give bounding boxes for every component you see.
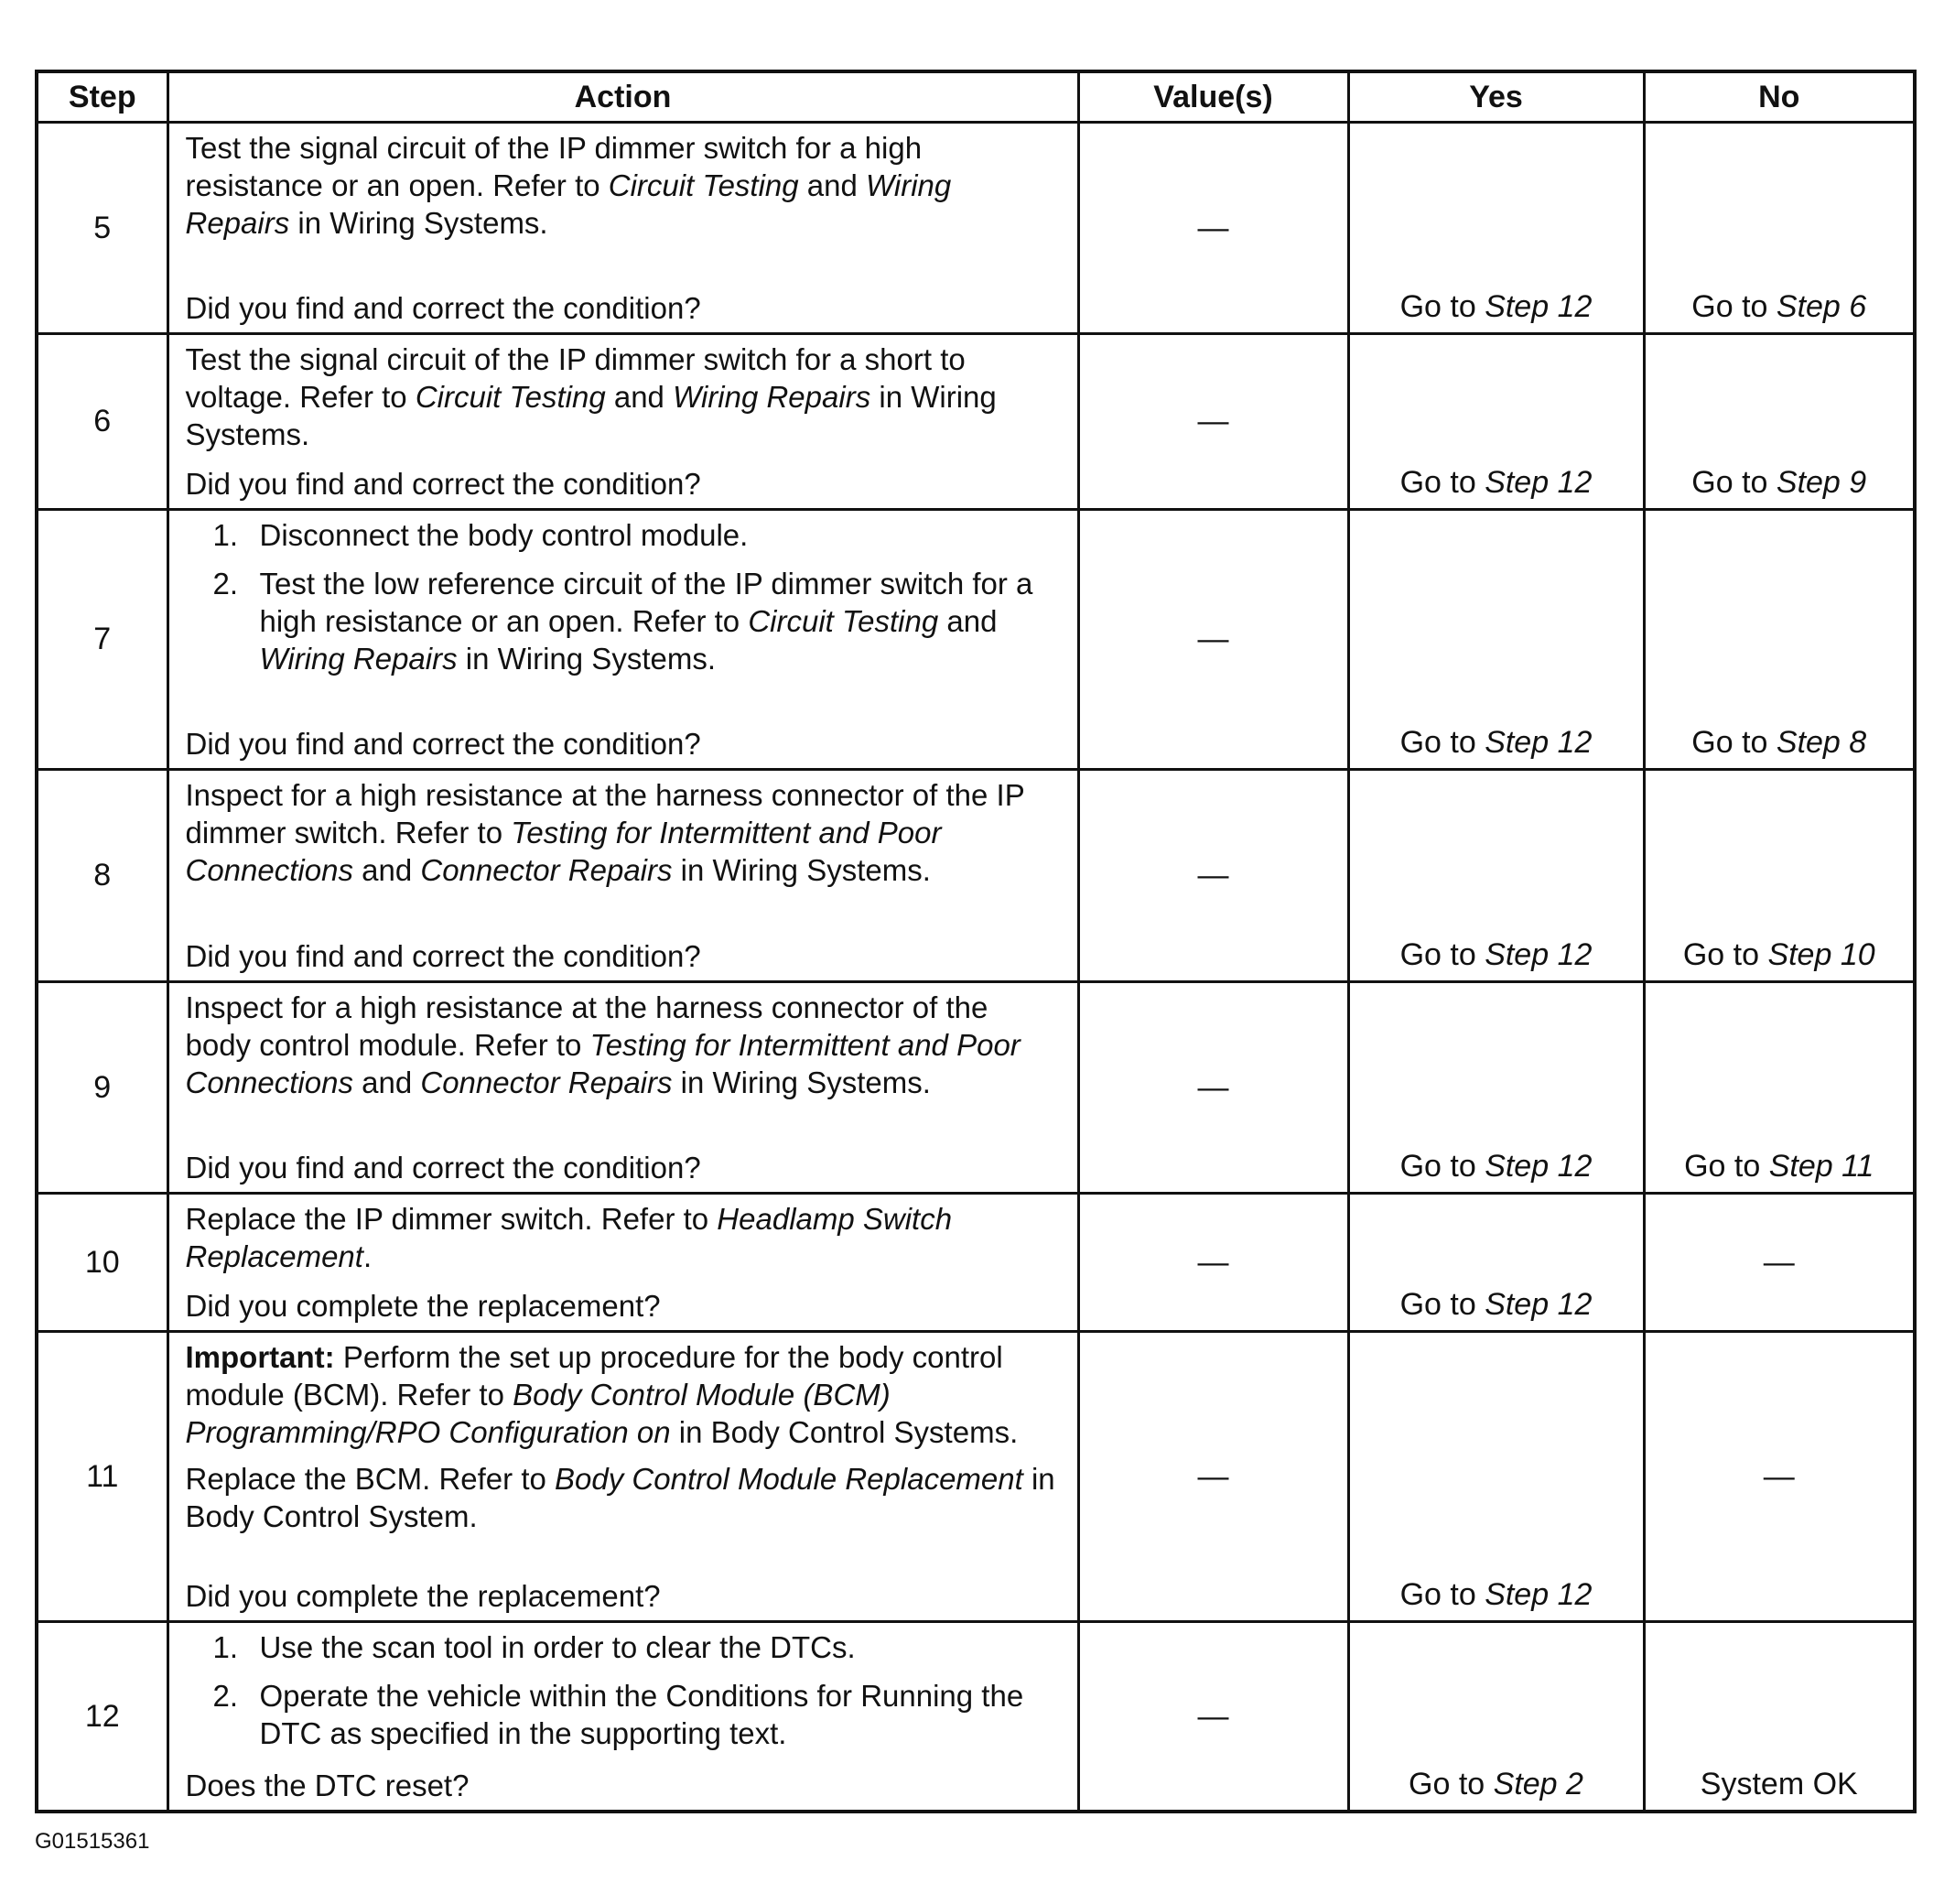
substep-item: 2. Test the low reference circuit of the IP dimmer switch for a high resistance or an open. Refer to Circuit Testing and Wiring Repairs in Wiring Systems. bbox=[212, 567, 1033, 676]
value-cell: — bbox=[1078, 770, 1348, 982]
header-action: Action bbox=[167, 71, 1078, 123]
step-number: 10 bbox=[37, 1194, 167, 1332]
header-no: No bbox=[1644, 71, 1915, 123]
substep-list bbox=[186, 1628, 1061, 1763]
action-question: Did you find and correct the condition? bbox=[185, 467, 701, 501]
action-text: Replace the BCM. Refer to Body Control Module Replacement in Body Control System. bbox=[185, 1462, 1055, 1533]
no-cell: — bbox=[1644, 1332, 1915, 1622]
value-cell: — bbox=[1078, 334, 1348, 510]
important-label: Important: bbox=[185, 1340, 335, 1374]
action-cell bbox=[167, 1194, 1078, 1332]
action-question: Does the DTC reset? bbox=[185, 1769, 470, 1802]
table-row bbox=[37, 123, 1915, 334]
figure-id: G01515361 bbox=[35, 1829, 150, 1854]
no-cell: System OK bbox=[1644, 1622, 1915, 1812]
header-row bbox=[37, 71, 1915, 123]
step-number: 5 bbox=[37, 123, 167, 334]
no-cell: Go to Step 11 bbox=[1644, 982, 1915, 1194]
table-row bbox=[37, 334, 1915, 510]
header-values: Value(s) bbox=[1078, 71, 1348, 123]
value-cell: — bbox=[1078, 123, 1348, 334]
no-cell: Go to Step 6 bbox=[1644, 123, 1915, 334]
no-cell: Go to Step 10 bbox=[1644, 770, 1915, 982]
action-text: Inspect for a high resistance at the harness connector of the IP dimmer switch. Refer to Testing for Intermittent and Poor Connections and Connector Repairs in Wiring Systems. bbox=[185, 778, 1025, 887]
important-note: Important: Perform the set up procedure for the body control module (BCM). Refer to Body Control Module (BCM) Programming/RPO Configuration on in Body Control Systems. bbox=[185, 1340, 1019, 1449]
action-text: Test the signal circuit of the IP dimmer switch for a high resistance or an open. Refer to Circuit Testing and Wiring Repairs in Wiring Systems. bbox=[185, 131, 952, 240]
diagnostic-table bbox=[35, 70, 1917, 1813]
substep-item: 1. Disconnect the body control module. bbox=[212, 518, 749, 552]
step-number: 6 bbox=[37, 334, 167, 510]
action-cell bbox=[167, 334, 1078, 510]
table-row bbox=[37, 510, 1915, 770]
yes-cell: Go to Step 12 bbox=[1348, 334, 1644, 510]
action-cell bbox=[167, 1332, 1078, 1622]
yes-cell: Go to Step 12 bbox=[1348, 770, 1644, 982]
header-step: Step bbox=[37, 71, 167, 123]
step-number: 9 bbox=[37, 982, 167, 1194]
action-question: Did you find and correct the condition? bbox=[185, 1151, 701, 1185]
no-cell: Go to Step 8 bbox=[1644, 510, 1915, 770]
no-cell: — bbox=[1644, 1194, 1915, 1332]
yes-cell: Go to Step 12 bbox=[1348, 1194, 1644, 1332]
action-question: Did you find and correct the condition? bbox=[185, 727, 701, 761]
yes-cell: Go to Step 12 bbox=[1348, 982, 1644, 1194]
table-row bbox=[37, 770, 1915, 982]
step-number: 12 bbox=[37, 1622, 167, 1812]
value-cell: — bbox=[1078, 1332, 1348, 1622]
no-cell: Go to Step 9 bbox=[1644, 334, 1915, 510]
action-question: Did you complete the replacement? bbox=[185, 1289, 661, 1323]
yes-cell: Go to Step 2 bbox=[1348, 1622, 1644, 1812]
action-text: Replace the IP dimmer switch. Refer to Headlamp Switch Replacement. bbox=[185, 1202, 953, 1273]
substep-list bbox=[186, 516, 1061, 688]
action-text: Inspect for a high resistance at the harness connector of the body control module. Refer to Testing for Intermittent and Poor Connections and Connector Repairs in Wiring Systems. bbox=[185, 990, 1021, 1099]
action-question: Did you find and correct the condition? bbox=[185, 939, 701, 973]
value-cell: — bbox=[1078, 982, 1348, 1194]
action-cell bbox=[167, 770, 1078, 982]
value-cell: — bbox=[1078, 510, 1348, 770]
action-cell bbox=[167, 510, 1078, 770]
yes-cell: Go to Step 12 bbox=[1348, 1332, 1644, 1622]
action-cell bbox=[167, 123, 1078, 334]
yes-cell: Go to Step 12 bbox=[1348, 123, 1644, 334]
substep-item: 1. Use the scan tool in order to clear the DTCs. bbox=[212, 1630, 856, 1664]
step-number: 8 bbox=[37, 770, 167, 982]
action-cell bbox=[167, 1622, 1078, 1812]
action-question: Did you complete the replacement? bbox=[185, 1579, 661, 1613]
action-question: Did you find and correct the condition? bbox=[185, 291, 701, 325]
table-row bbox=[37, 1194, 1915, 1332]
header-yes: Yes bbox=[1348, 71, 1644, 123]
action-cell bbox=[167, 982, 1078, 1194]
action-text: Test the signal circuit of the IP dimmer switch for a short to voltage. Refer to Circuit Testing and Wiring Repairs in Wiring Systems. bbox=[185, 342, 997, 451]
yes-cell: Go to Step 12 bbox=[1348, 510, 1644, 770]
table-row bbox=[37, 1332, 1915, 1622]
step-number: 7 bbox=[37, 510, 167, 770]
substep-item: 2. Operate the vehicle within the Conditions for Running the DTC as specified in the supporting text. bbox=[212, 1679, 1024, 1750]
value-cell: — bbox=[1078, 1622, 1348, 1812]
step-number: 11 bbox=[37, 1332, 167, 1622]
table-row bbox=[37, 1622, 1915, 1812]
table-row bbox=[37, 982, 1915, 1194]
value-cell: — bbox=[1078, 1194, 1348, 1332]
